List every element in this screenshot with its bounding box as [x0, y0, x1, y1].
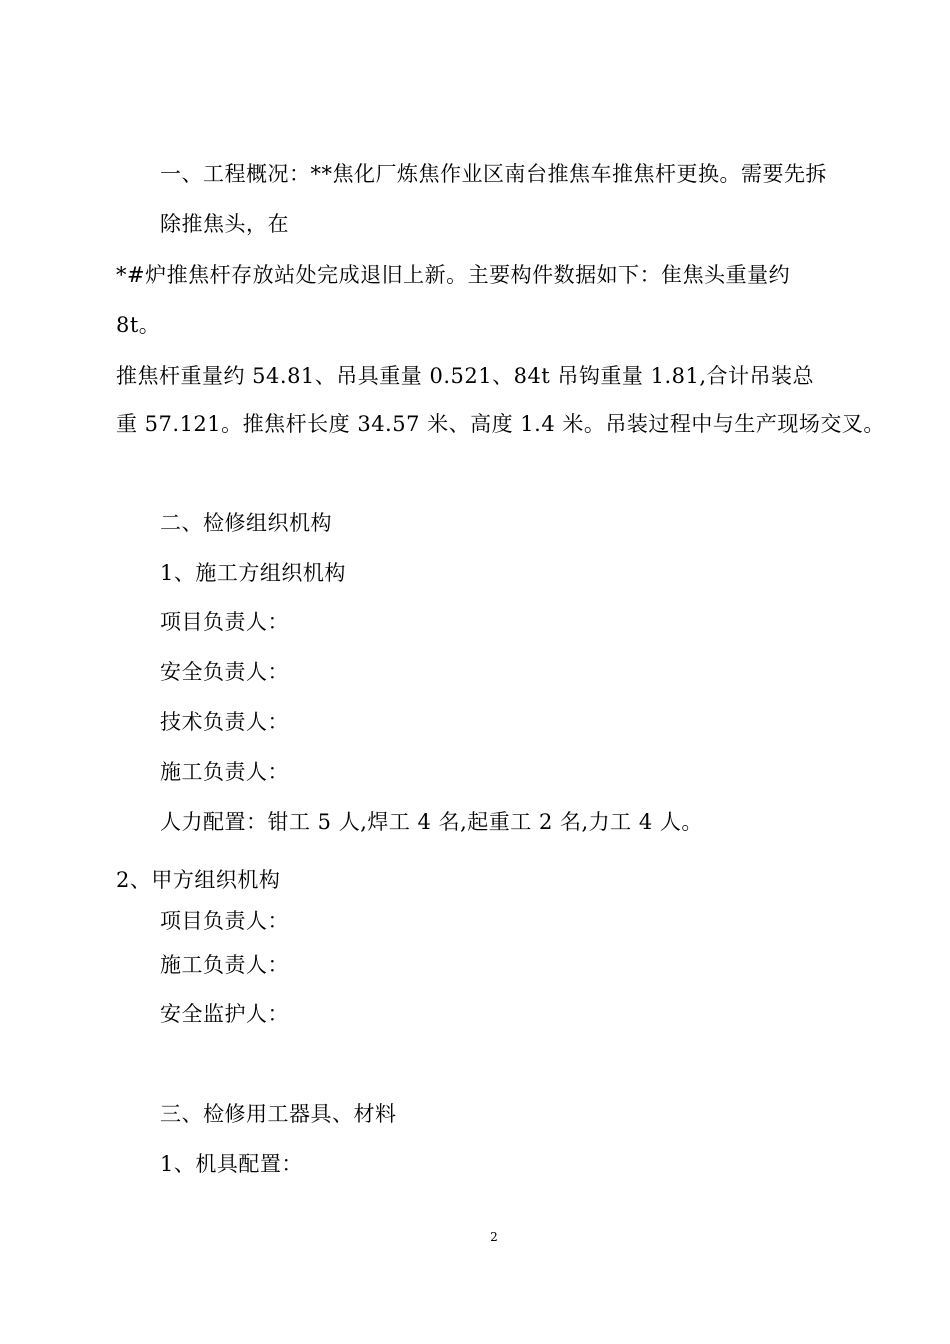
overview-line-5: 推焦杆重量约 54.81、吊具重量 0.521、84t 吊钩重量 1.81,合计吊装总: [116, 364, 815, 388]
contractor-safety-lead: 安全负责人：: [160, 660, 289, 684]
overview-line-3: *#炉推焦杆存放站处完成退旧上新。主要构件数据如下：隹焦头重量约: [116, 263, 791, 287]
client-safety-supervisor: 安全监护人：: [160, 1002, 289, 1026]
overview-line-1: 一、工程概况：**焦化厂炼焦作业区南台推焦车推焦杆更换。需要先拆: [160, 162, 827, 186]
client-project-lead: 项目负责人：: [160, 909, 289, 933]
contractor-staffing: 人力配置：钳工 5 人,焊工 4 名,起重工 2 名,力工 4 人。: [160, 810, 703, 834]
overview-line-4: 8t。: [116, 313, 161, 337]
subheading-contractor-organization: 1、施工方组织机构: [160, 561, 346, 585]
subheading-client-organization: 2、甲方组织机构: [116, 868, 281, 892]
contractor-project-lead: 项目负责人：: [160, 610, 289, 634]
subheading-equipment-configuration: 1、机具配置：: [160, 1152, 303, 1176]
section-heading-organization: 二、检修组织机构: [160, 511, 332, 535]
page-number: 2: [490, 1230, 498, 1244]
contractor-construction-lead: 施工负责人：: [160, 760, 289, 784]
overview-line-6: 重 57.121。推焦杆长度 34.57 米、高度 1.4 米。吊装过程中与生产现场交叉。: [116, 412, 885, 436]
contractor-technical-lead: 技术负责人：: [160, 710, 289, 734]
section-heading-tools-materials: 三、检修用工器具、材料: [160, 1102, 397, 1126]
overview-line-2: 除推焦头，在: [160, 212, 289, 236]
client-construction-lead: 施工负责人：: [160, 953, 289, 977]
